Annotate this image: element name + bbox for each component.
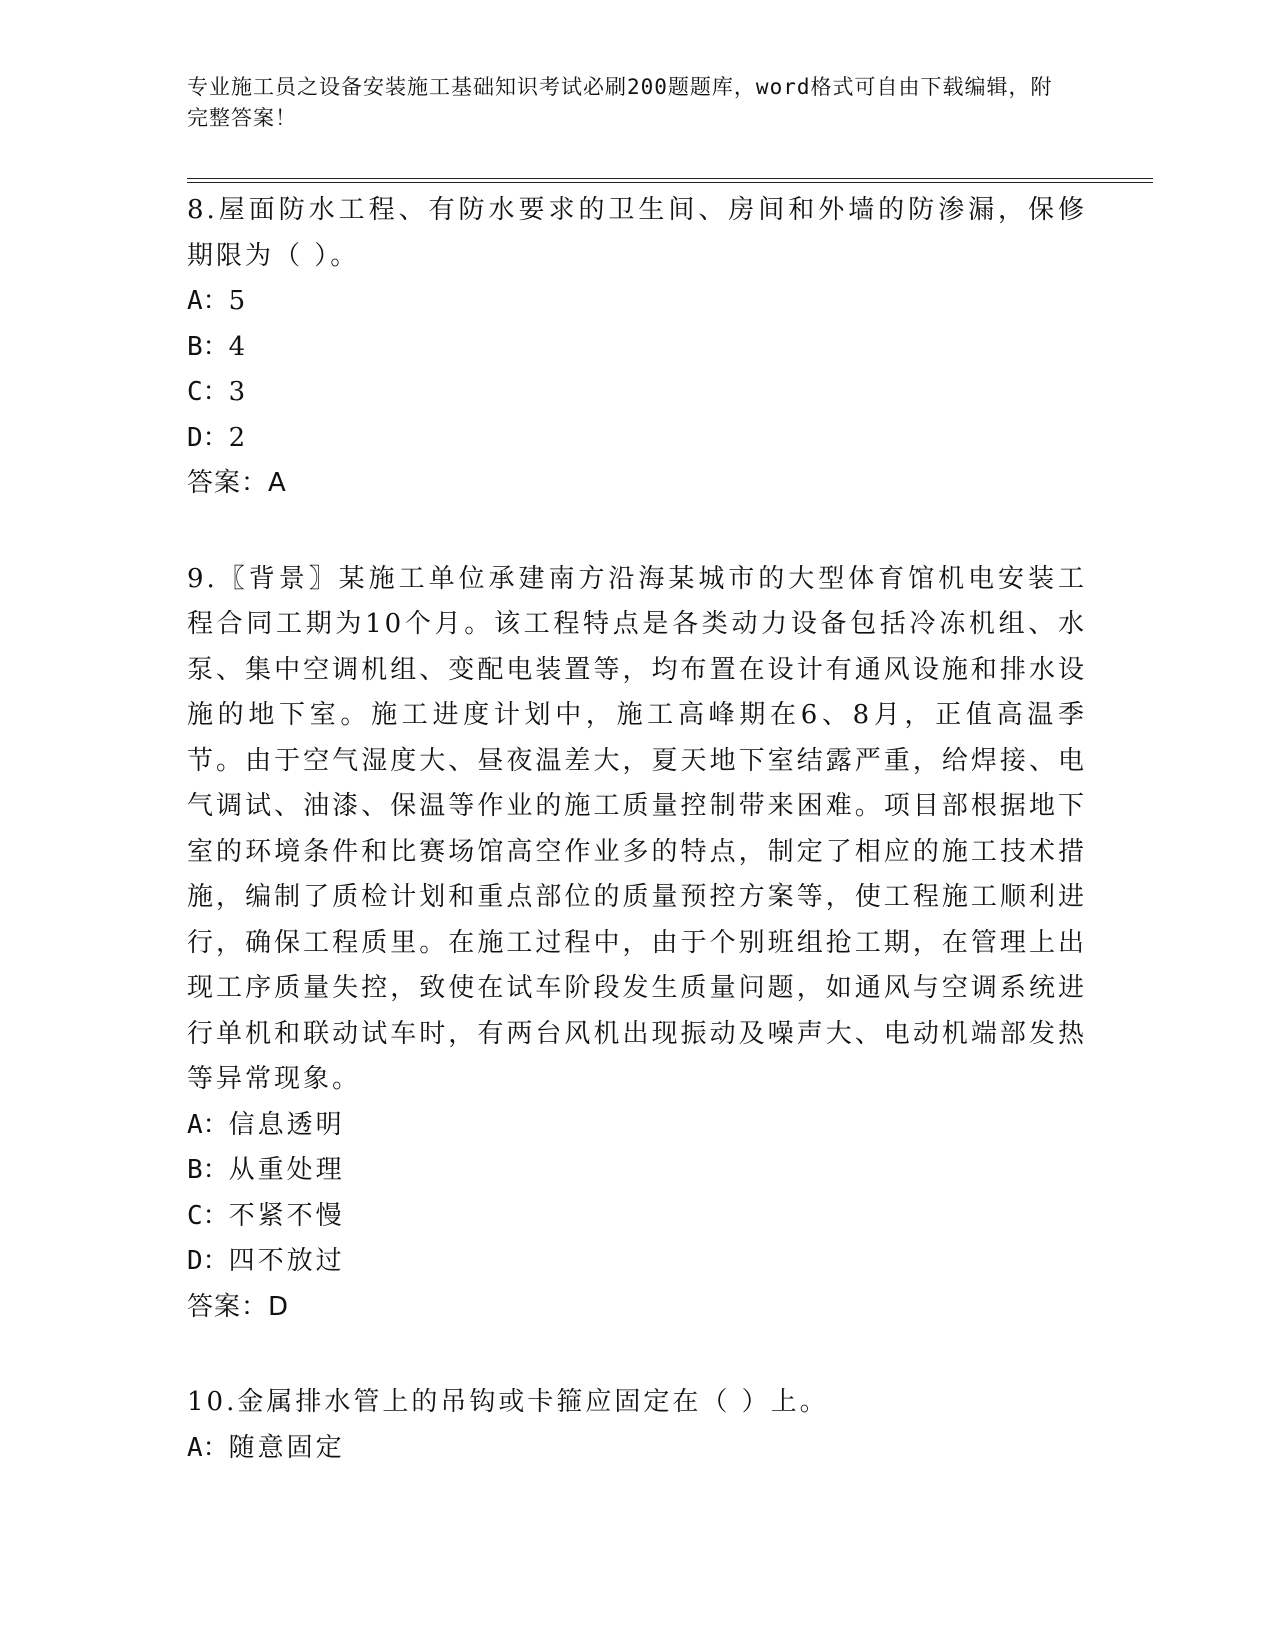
question-9 <box>187 557 1087 1331</box>
option-text: 5 <box>228 286 249 316</box>
option-label: B： <box>187 331 229 362</box>
header-divider-top <box>187 178 1153 179</box>
option-a <box>187 1103 1087 1149</box>
question-stem: 8.屋面防水工程、有防水要求的卫生间、房间和外墙的防渗漏，保修期限为（ ）。 <box>187 195 1087 271</box>
option-text: 2 <box>228 422 249 453</box>
option-text: 随意固定 <box>228 1432 345 1463</box>
option-text: 3 <box>228 377 249 407</box>
answer-line: 答案：D <box>187 1291 290 1322</box>
option-label: B： <box>187 1155 229 1185</box>
question-stem: 10.金属排水管上的吊钩或卡箍应固定在（ ）上。 <box>187 1387 829 1417</box>
option-label: A： <box>187 1109 229 1140</box>
spacer <box>187 1330 1087 1380</box>
spacer <box>187 507 1087 557</box>
option-text: 从重处理 <box>228 1155 345 1185</box>
option-label: A： <box>187 286 229 316</box>
option-b <box>187 1148 1087 1194</box>
option-d <box>187 1239 1087 1285</box>
option-label: C： <box>187 1200 229 1231</box>
option-text: 4 <box>228 331 249 362</box>
option-b <box>187 325 1087 371</box>
option-label: D： <box>187 1246 229 1276</box>
question-stem: 9.〖背景〗某施工单位承建南方沿海某城市的大型体育馆机电安装工程合同工期为10个月。该工程特点是各类动力设备包括冷冻机组、水泵、集中空调机组、变配电装置等，均布置在设计有通风设施和排水设施的地下室。施工进度计划中，施工高峰期在6、8月，正值高温季节。由于空气湿度大、昼夜温差大，夏天地下室结露严重，给焊接、电气调试、油漆、保温等作业的施工质量控制带来困难。项目部根据地下室的环境条件和比赛场馆高空作业多的特点，制定了相应的施工技术措施，编制了质检计划和重点部位的质量预控方案等，使工程施工顺利进行，确保工程质里。在施工过程中，由于个别班组抢工期，在管理上出现工序质量失控，致使在试车阶段发生质量问题，如通风与空调系统进行单机和联动试车时，有两台风机出现振动及噪声大、电动机端部发热等异常现象。 <box>187 563 1087 1094</box>
option-a <box>187 279 1087 325</box>
option-label: C： <box>187 377 229 407</box>
option-label: A： <box>187 1432 229 1463</box>
option-label: D： <box>187 422 229 453</box>
document-header <box>187 72 1067 134</box>
header-title: 专业施工员之设备安装施工基础知识考试必刷200题题库，word格式可自由下载编辑，附完整答案！ <box>187 75 1053 130</box>
answer-line: 答案：A <box>187 468 287 498</box>
option-a <box>187 1426 1087 1472</box>
question-8 <box>187 188 1087 507</box>
option-text: 不紧不慢 <box>228 1200 345 1231</box>
option-c <box>187 370 1087 416</box>
option-text: 四不放过 <box>228 1246 345 1276</box>
option-c <box>187 1194 1087 1240</box>
header-divider-bottom <box>187 182 1153 183</box>
option-d <box>187 416 1087 462</box>
question-list <box>187 188 1087 1471</box>
option-text: 信息透明 <box>228 1109 345 1140</box>
question-10 <box>187 1380 1087 1471</box>
